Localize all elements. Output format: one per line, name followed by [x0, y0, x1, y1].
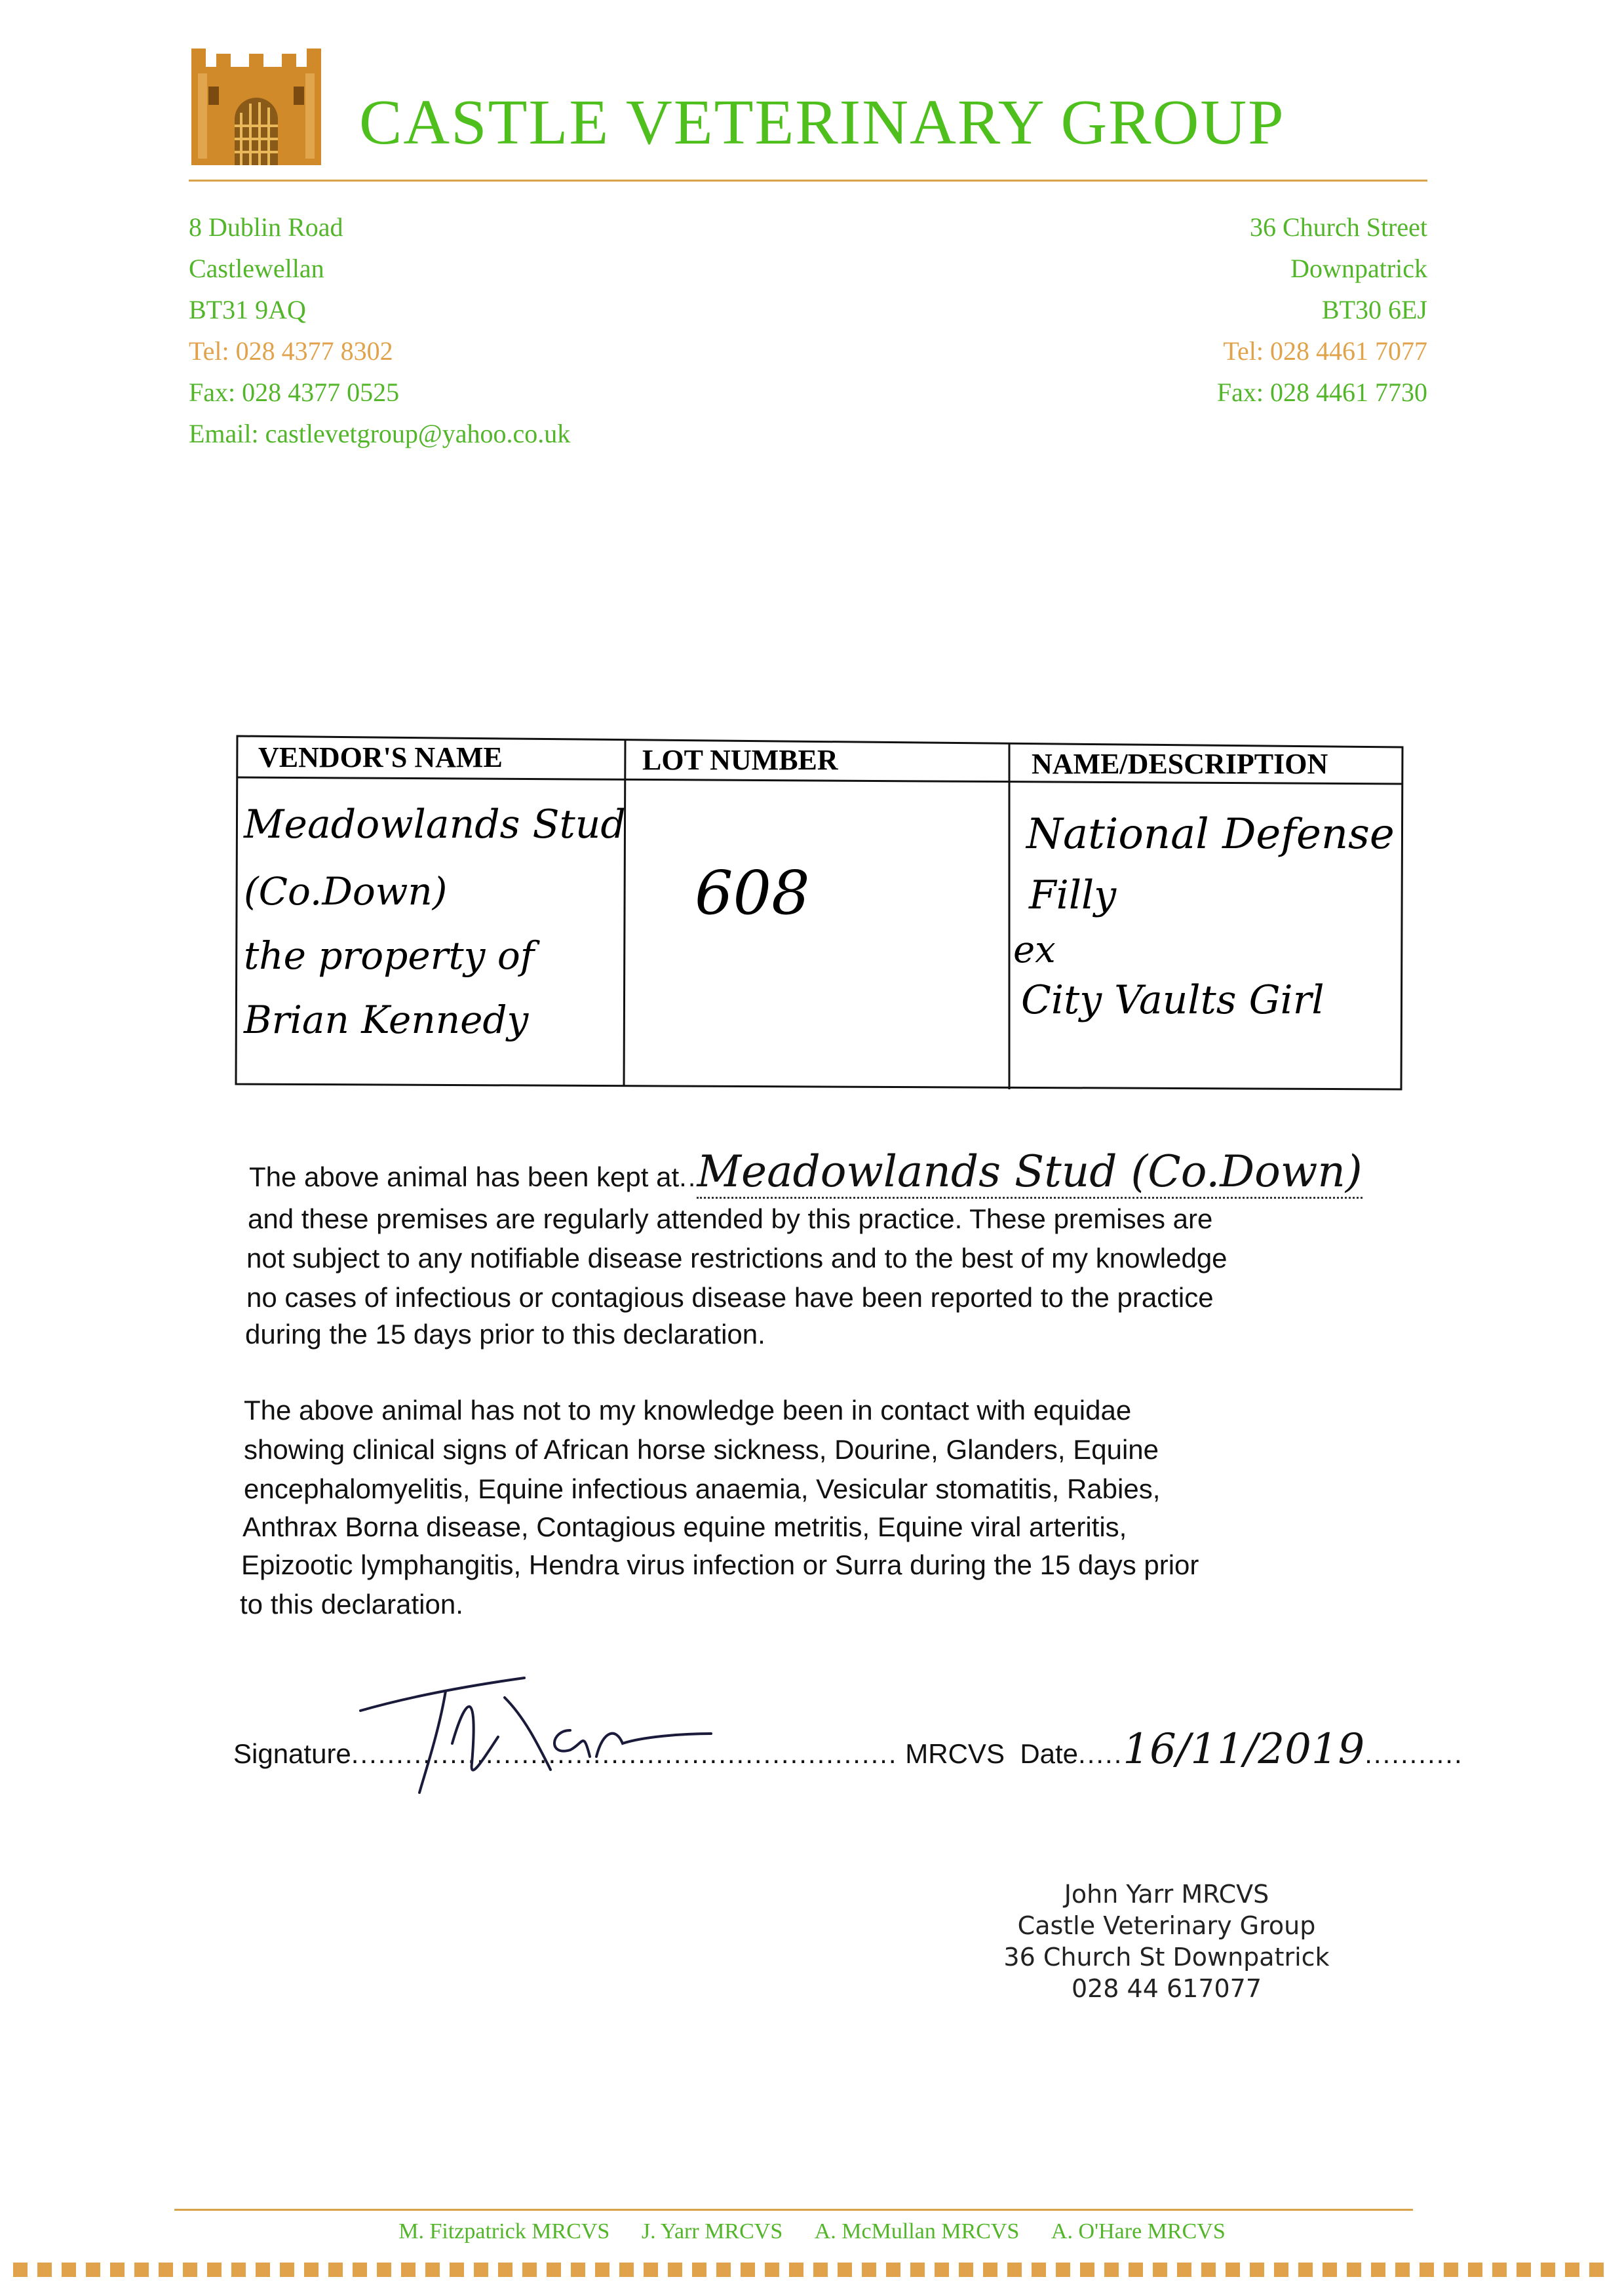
band-square: [134, 2263, 149, 2277]
header-divider: [189, 180, 1427, 182]
band-square: [1541, 2263, 1555, 2277]
band-square: [1323, 2263, 1337, 2277]
band-square: [692, 2263, 706, 2277]
stamp-line: 36 Church St Downpatrick: [1003, 1943, 1330, 1972]
description-line: Filly: [1029, 872, 1117, 918]
castle-logo-icon: [189, 47, 324, 165]
description-line: ex: [1013, 929, 1056, 971]
band-square: [668, 2263, 682, 2277]
organization-name: CASTLE VETERINARY GROUP: [359, 87, 1285, 158]
signature-row: Signature............................................................. MRCVS Date.....16/11/2019...........: [233, 1725, 1463, 1774]
band-square: [741, 2263, 755, 2277]
lot-table: [235, 733, 1405, 1092]
band-square: [1565, 2263, 1579, 2277]
left-address-line2: Castlewellan: [189, 254, 324, 283]
band-square: [86, 2263, 100, 2277]
declaration-p1-line: no cases of infectious or contagious disease have been reported to the practice: [246, 1282, 1214, 1313]
band-square: [1177, 2263, 1191, 2277]
band-square: [1347, 2263, 1361, 2277]
band-square: [789, 2263, 803, 2277]
right-address-fax: Fax: 028 4461 7730: [1216, 378, 1427, 407]
band-square: [1129, 2263, 1143, 2277]
band-square: [1274, 2263, 1288, 2277]
right-address-line1: 36 Church Street: [1249, 212, 1427, 242]
premises-handwritten: Meadowlands Stud (Co.Down): [697, 1146, 1362, 1199]
vendor-line: the property of: [244, 933, 535, 978]
band-square: [716, 2263, 731, 2277]
band-square: [474, 2263, 488, 2277]
band-square: [1371, 2263, 1385, 2277]
band-square: [159, 2263, 173, 2277]
band-square: [62, 2263, 76, 2277]
stamp-line: John Yarr MRCVS: [1064, 1880, 1269, 1909]
left-address-line3: BT31 9AQ: [189, 295, 306, 324]
band-square: [256, 2263, 270, 2277]
date-handwritten: 16/11/2019: [1123, 1725, 1365, 1774]
band-square: [1395, 2263, 1410, 2277]
band-square: [595, 2263, 609, 2277]
band-square: [1420, 2263, 1434, 2277]
right-address-tel: Tel: 028 4461 7077: [1223, 336, 1427, 366]
band-square: [1298, 2263, 1313, 2277]
band-square: [619, 2263, 634, 2277]
right-address-line2: Downpatrick: [1290, 254, 1427, 283]
band-square: [644, 2263, 658, 2277]
band-square: [1056, 2263, 1070, 2277]
band-square: [522, 2263, 537, 2277]
band-square: [1153, 2263, 1167, 2277]
stamp-line: 028 44 617077: [1071, 1974, 1262, 2003]
stamp-line: Castle Veterinary Group: [1017, 1911, 1316, 1940]
declaration-p1-line: and these premises are regularly attended by this practice. These premises are: [248, 1203, 1213, 1234]
lot-number-value: 608: [695, 858, 810, 928]
band-square: [1444, 2263, 1458, 2277]
band-square: [813, 2263, 828, 2277]
footer-vet: A. O'Hare MRCVS: [1051, 2219, 1226, 2244]
band-square: [765, 2263, 779, 2277]
vendor-line: Brian Kennedy: [244, 998, 529, 1042]
declaration-p2-line: The above animal has not to my knowledge been in contact with equidae: [244, 1395, 1132, 1426]
declaration-p2-line: to this declaration.: [240, 1589, 463, 1620]
header-lot-number: LOT NUMBER: [642, 744, 838, 776]
band-square: [886, 2263, 900, 2277]
band-square: [959, 2263, 973, 2277]
left-address-email: Email: castlevetgroup@yahoo.co.uk: [189, 419, 571, 448]
description-line: National Defense: [1026, 810, 1395, 859]
band-square: [110, 2263, 125, 2277]
band-square: [1468, 2263, 1482, 2277]
band-square: [1226, 2263, 1240, 2277]
band-square: [183, 2263, 197, 2277]
header-vendor-name: VENDOR'S NAME: [258, 741, 503, 773]
band-square: [910, 2263, 925, 2277]
band-square: [498, 2263, 512, 2277]
left-address-block: [189, 206, 570, 454]
left-address-fax: Fax: 028 4377 0525: [189, 378, 400, 407]
signature-label: Signature: [233, 1738, 351, 1769]
band-square: [425, 2263, 440, 2277]
mrcvs-label: MRCVS: [905, 1738, 1005, 1769]
declaration-p2-line: Anthrax Borna disease, Contagious equine metritis, Equine viral arteritis,: [242, 1511, 1127, 1542]
footer-vet-list: [0, 2219, 1624, 2244]
left-address-line1: 8 Dublin Road: [189, 212, 343, 242]
band-square: [862, 2263, 876, 2277]
band-square: [1007, 2263, 1022, 2277]
declaration-p2-line: encephalomyelitis, Equine infectious anaemia, Vesicular stomatitis, Rabies,: [244, 1473, 1161, 1504]
band-square: [1250, 2263, 1264, 2277]
left-address-tel: Tel: 028 4377 8302: [189, 336, 393, 366]
band-square: [547, 2263, 561, 2277]
band-square: [401, 2263, 416, 2277]
declaration-p1-line: during the 15 days prior to this declaration.: [245, 1319, 765, 1350]
band-square: [935, 2263, 949, 2277]
date-label: Date: [1020, 1738, 1079, 1769]
description-line: City Vaults Girl: [1021, 977, 1324, 1023]
band-square: [1517, 2263, 1531, 2277]
footer-vet: M. Fitzpatrick MRCVS: [398, 2219, 610, 2244]
band-square: [37, 2263, 52, 2277]
declaration-p1-line: not subject to any notifiable disease restrictions and to the best of my knowledge: [246, 1243, 1228, 1273]
footer-divider: [174, 2209, 1413, 2211]
header-name-description: NAME/DESCRIPTION: [1032, 748, 1328, 780]
band-square: [450, 2263, 464, 2277]
footer-vet: A. McMullan MRCVS: [814, 2219, 1020, 2244]
band-square: [1080, 2263, 1094, 2277]
band-square: [207, 2263, 222, 2277]
band-square: [280, 2263, 294, 2277]
band-square: [1589, 2263, 1604, 2277]
band-square: [1032, 2263, 1046, 2277]
declaration-p2-line: showing clinical signs of African horse sickness, Dourine, Glanders, Equine: [244, 1434, 1159, 1465]
vet-stamp: [983, 1878, 1350, 2004]
band-square: [1104, 2263, 1119, 2277]
decorative-square-band: [13, 2261, 1612, 2278]
band-square: [377, 2263, 391, 2277]
band-square: [353, 2263, 367, 2277]
declaration-p2-line: Epizootic lymphangitis, Hendra virus infection or Surra during the 15 days prior: [241, 1549, 1199, 1580]
band-square: [571, 2263, 585, 2277]
footer-vet: J. Yarr MRCVS: [641, 2219, 783, 2244]
band-square: [838, 2263, 852, 2277]
band-square: [13, 2263, 28, 2277]
band-square: [328, 2263, 343, 2277]
band-square: [983, 2263, 997, 2277]
band-square: [1492, 2263, 1507, 2277]
right-address-line3: BT30 6EJ: [1321, 295, 1427, 324]
vendor-line: (Co.Down): [244, 869, 448, 914]
vendor-line: Meadowlands Stud: [244, 802, 626, 847]
band-square: [304, 2263, 319, 2277]
kept-at-label: The above animal has been kept at: [249, 1161, 680, 1192]
declaration-p1-first-line: The above animal has been kept at..Meadowlands Stud (Co.Down): [249, 1156, 1363, 1193]
band-square: [1201, 2263, 1216, 2277]
band-square: [231, 2263, 246, 2277]
right-address-block: [1217, 206, 1427, 413]
handwritten-signature: [354, 1658, 721, 1802]
